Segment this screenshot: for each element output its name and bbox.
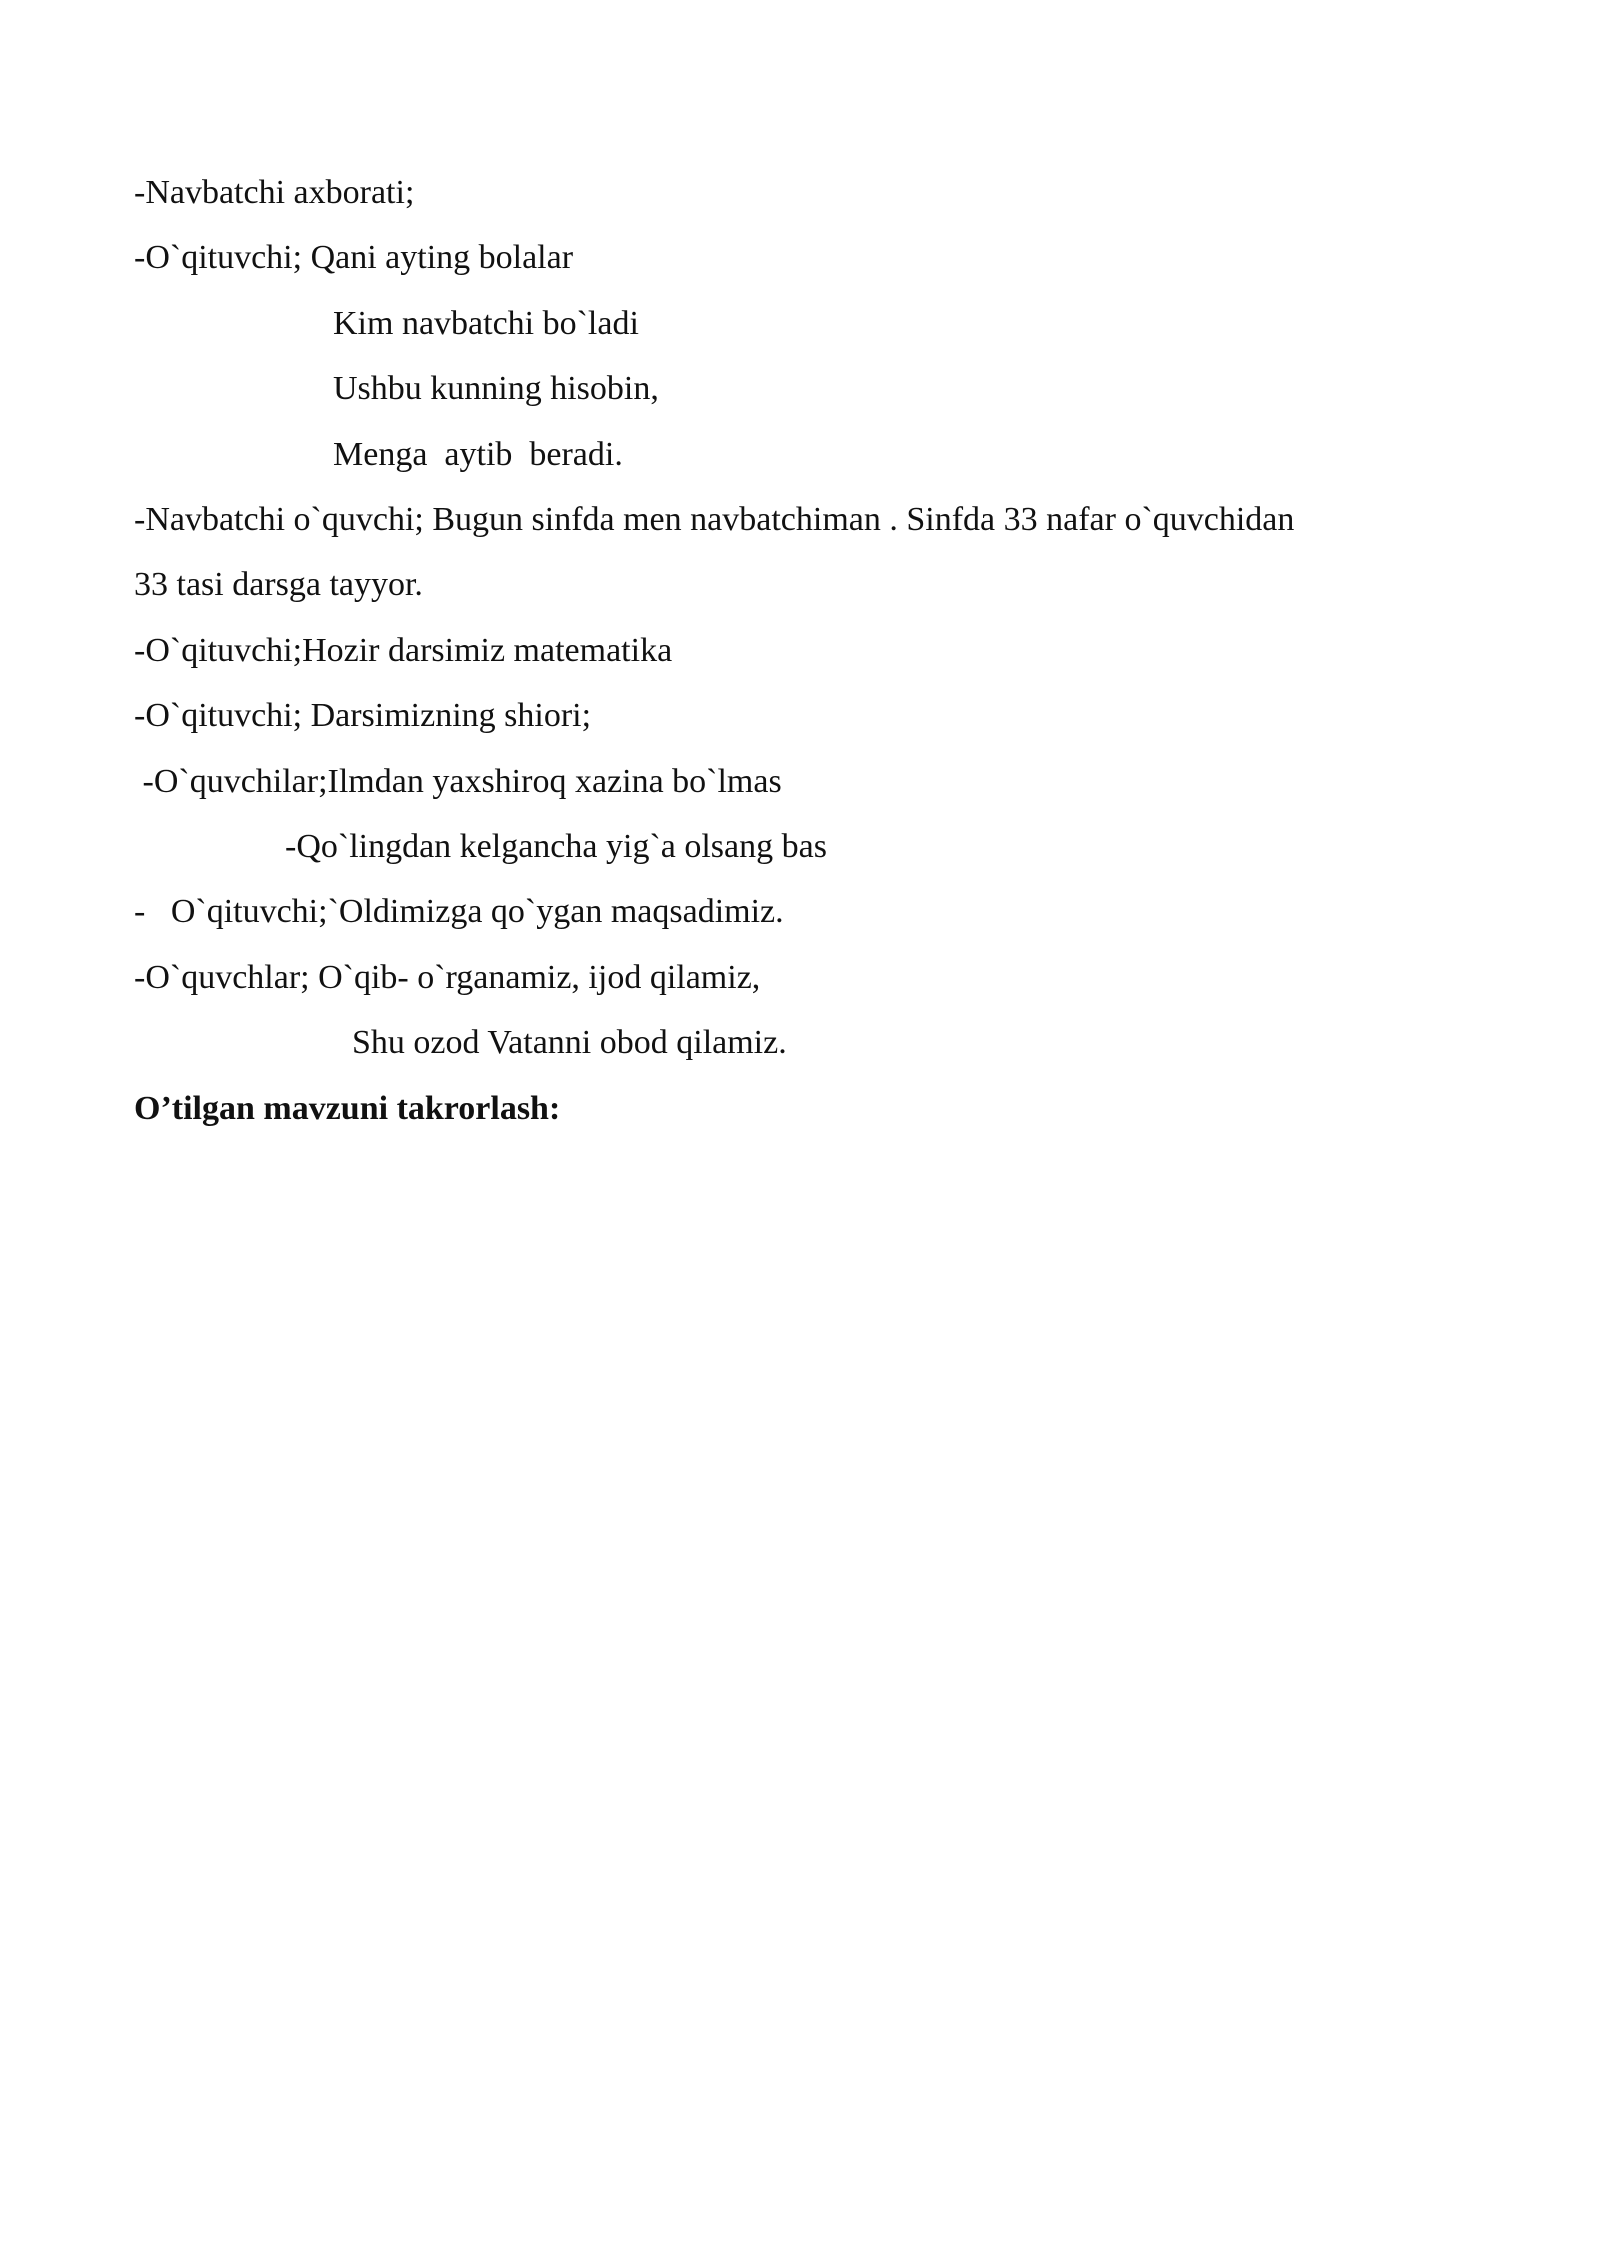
text-line: Menga aytib beradi. (333, 435, 623, 473)
text-line: -O`qituvchi;Hozir darsimiz matematika (134, 631, 673, 669)
text-line: 33 tasi darsga tayyor. (134, 566, 423, 604)
section-heading: O’tilgan mavzuni takrorlash: (134, 1089, 561, 1127)
text-line: -O`qituvchi; Qani ayting bolalar (134, 239, 574, 277)
text-line: Kim navbatchi bo`ladi (333, 304, 639, 342)
text-line: -O`quvchilar;Ilmdan yaxshiroq xazina bo`lmas (134, 762, 782, 800)
text-line: Shu ozod Vatanni obod qilamiz. (352, 1024, 787, 1062)
text-line: -O`qituvchi; Darsimizning shiori; (134, 697, 592, 735)
text-line: -O`quvchlar; O`qib- o`rganamiz, ijod qilamiz, (134, 958, 761, 996)
text-line: Ushbu kunning hisobin, (333, 370, 659, 408)
text-line: -Qo`lingdan kelgancha yig`a olsang bas (285, 828, 827, 866)
text-line: - O`qituvchi;`Oldimizga qo`ygan maqsadimiz. (134, 893, 784, 931)
text-line: -Navbatchi o`quvchi; Bugun sinfda men navbatchiman . Sinfda 33 nafar o`quvchidan (134, 501, 1295, 539)
document-body (134, 160, 1474, 1141)
text-line: -Navbatchi axborati; (134, 174, 415, 211)
